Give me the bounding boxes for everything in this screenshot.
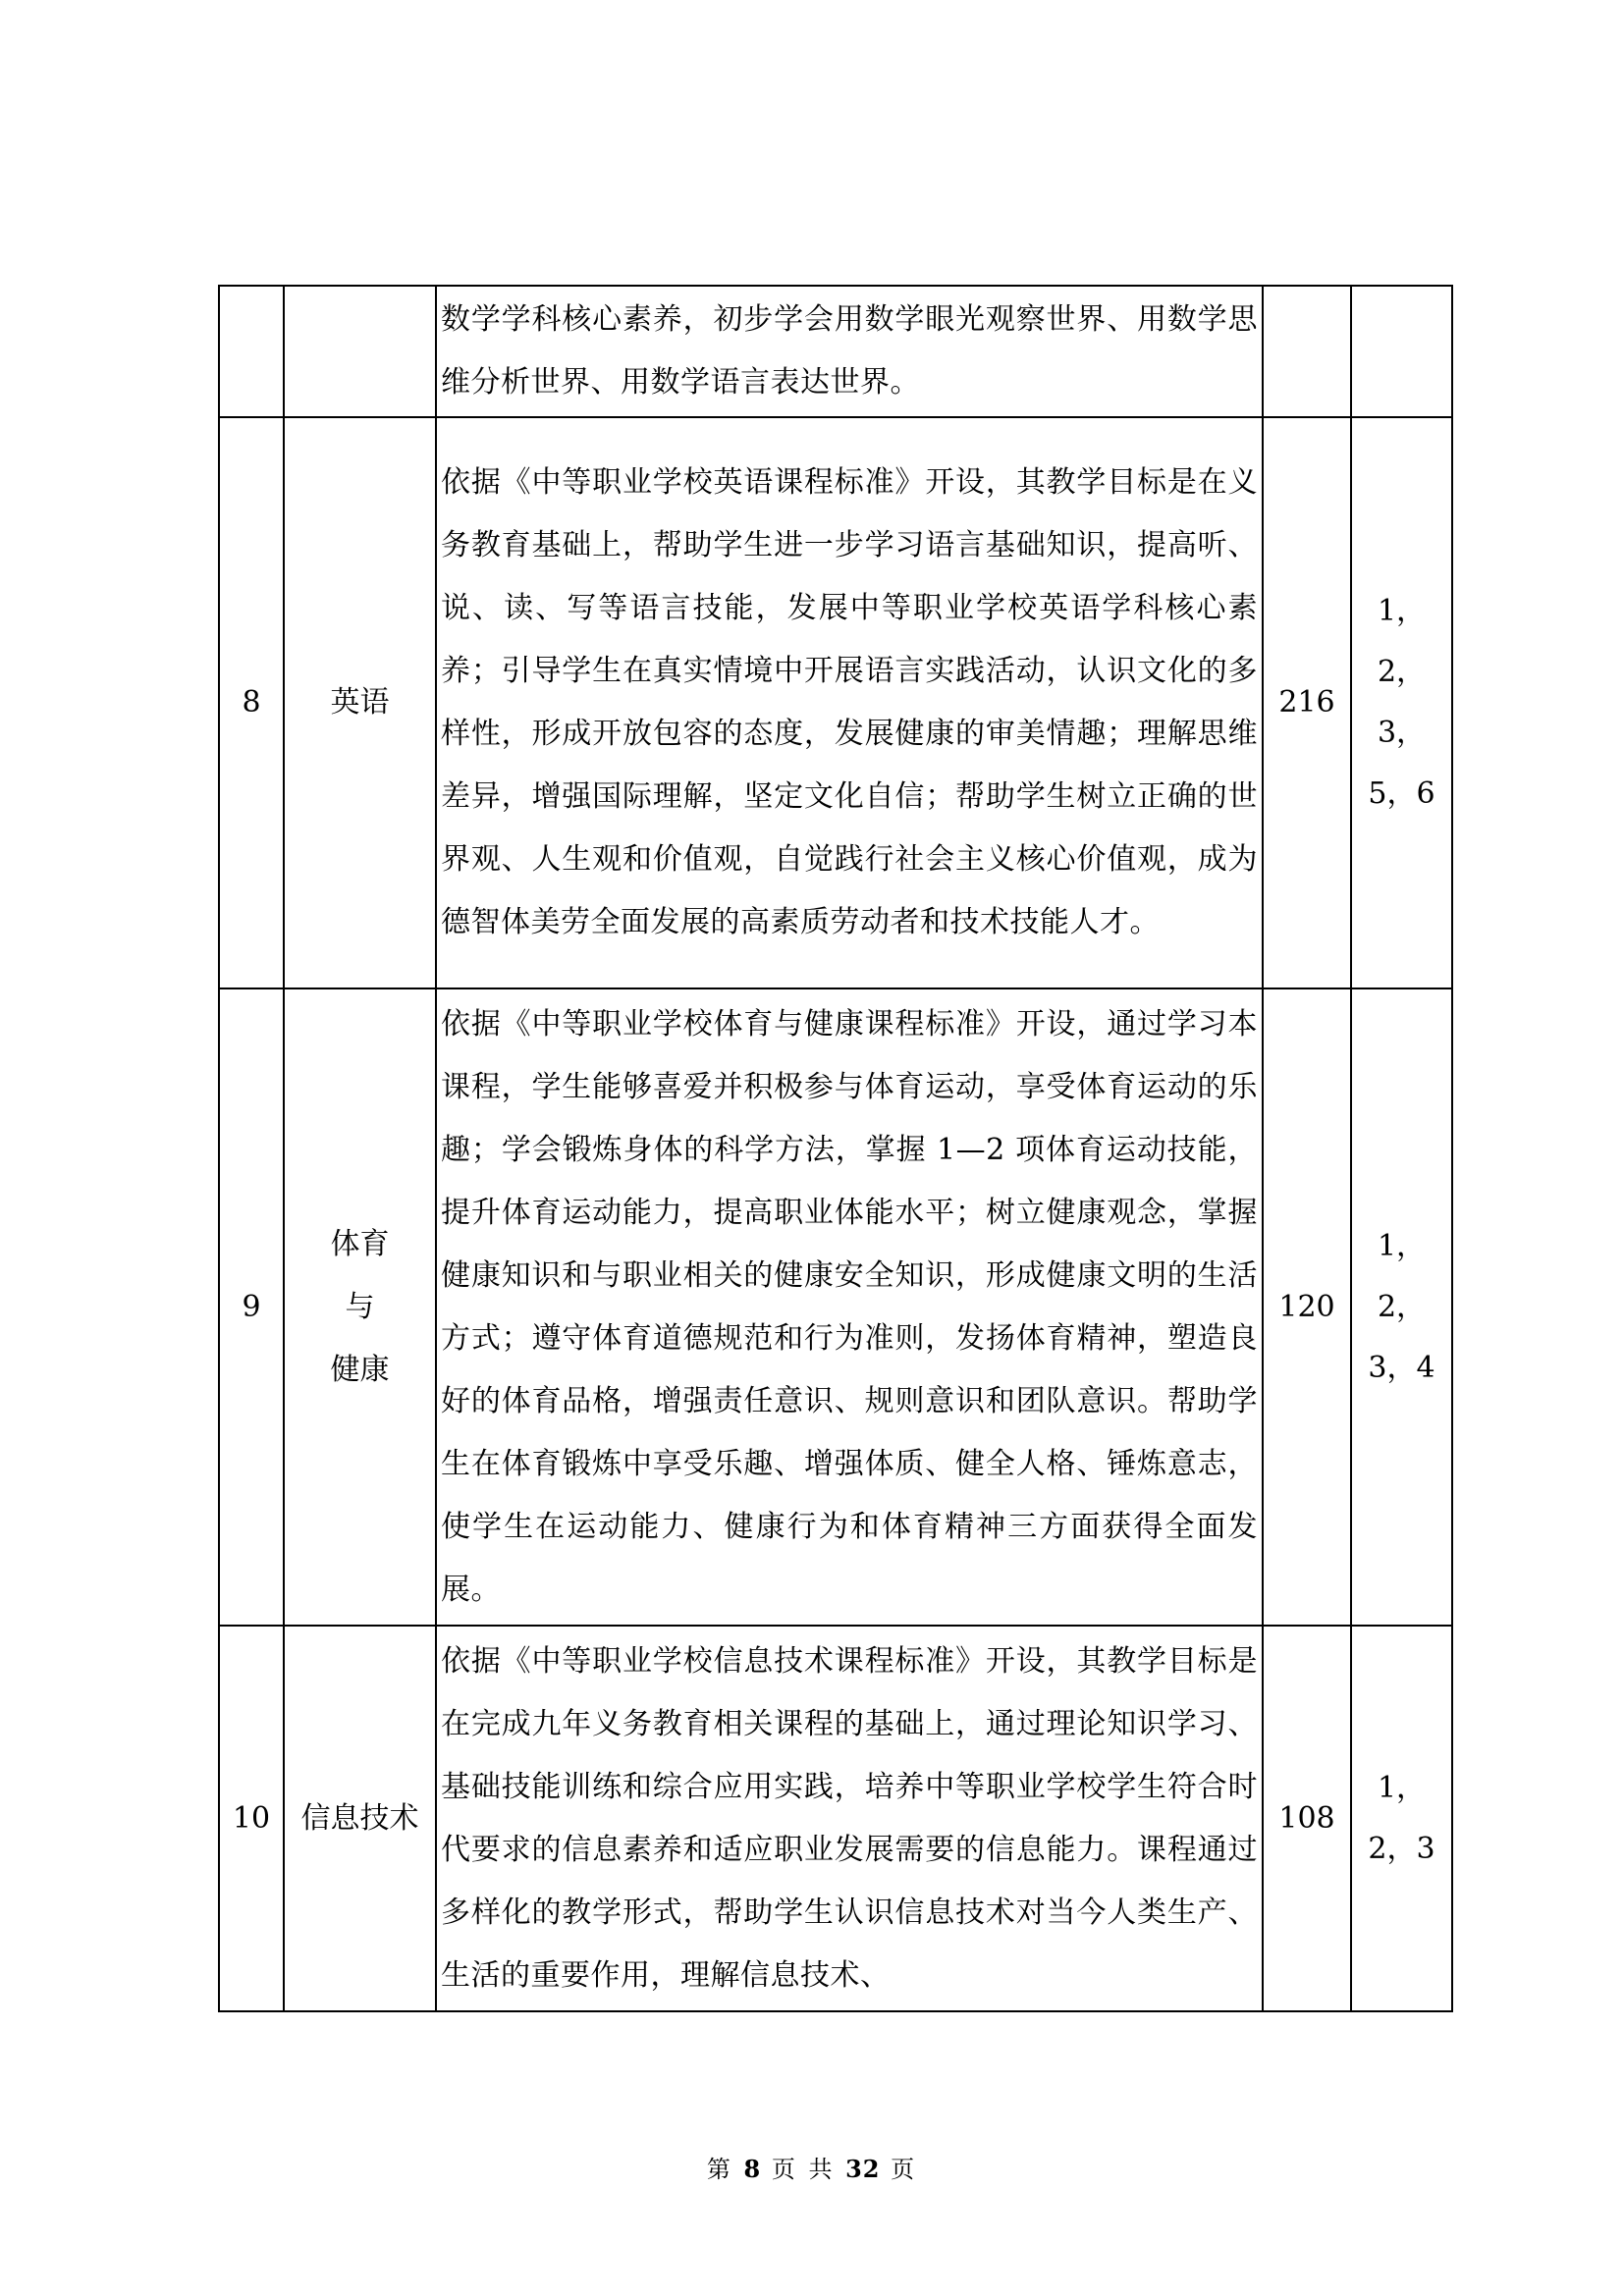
course-number: 8 (219, 417, 284, 988)
footer-prefix: 第 (706, 2156, 733, 2183)
total-page-count: 32 (845, 2155, 881, 2183)
course-table (218, 285, 1453, 2012)
table-row (219, 417, 1452, 988)
course-hours: 108 (1263, 1626, 1351, 2011)
course-hours (1263, 286, 1351, 417)
footer-suffix: 页 (891, 2156, 918, 2183)
course-hours: 120 (1263, 988, 1351, 1626)
course-semesters: 1，2，3，4 (1351, 988, 1452, 1626)
footer-middle: 页 共 (771, 2156, 836, 2183)
current-page-number: 8 (743, 2155, 762, 2183)
table-row (219, 286, 1452, 417)
course-name-line: 健康 (330, 1352, 390, 1387)
table-row (219, 1626, 1452, 2011)
course-semesters: 1，2，3，5，6 (1351, 417, 1452, 988)
course-hours: 216 (1263, 417, 1351, 988)
course-name (284, 988, 436, 1626)
course-description: 依据《中等职业学校信息技术课程标准》开设，其教学目标是在完成九年义务教育相关课程的基础上，通过理论知识学习、基础技能训练和综合应用实践，培养中等职业学校学生符合时代要求的信息素养和适应职业发展需要的信息能力。课程通过多样化的教学形式，帮助学生认识信息技术对当今人类生产、生活的重要作用，理解信息技术、 (436, 1626, 1263, 2011)
course-number: 10 (219, 1626, 284, 2011)
table-row (219, 988, 1452, 1626)
course-description: 依据《中等职业学校英语课程标准》开设，其教学目标是在义务教育基础上，帮助学生进一步学习语言基础知识，提高听、说、读、写等语言技能，发展中等职业学校英语学科核心素养；引导学生在真实情境中开展语言实践活动，认识文化的多样性，形成开放包容的态度，发展健康的审美情趣；理解思维差异，增强国际理解，坚定文化自信；帮助学生树立正确的世界观、人生观和价值观，自觉践行社会主义核心价值观，成为德智体美劳全面发展的高素质劳动者和技术技能人才。 (436, 417, 1263, 988)
course-name-line: 体育 (330, 1226, 390, 1261)
course-number: 9 (219, 988, 284, 1626)
course-description: 数学学科核心素养，初步学会用数学眼光观察世界、用数学思维分析世界、用数学语言表达世界。 (436, 286, 1263, 417)
course-name: 英语 (284, 417, 436, 988)
course-semesters (1351, 286, 1452, 417)
course-name (284, 286, 436, 417)
course-number (219, 286, 284, 417)
course-name: 信息技术 (284, 1626, 436, 2011)
course-name-line: 与 (345, 1289, 375, 1324)
course-description: 依据《中等职业学校体育与健康课程标准》开设，通过学习本课程，学生能够喜爱并积极参与体育运动，享受体育运动的乐趣；学会锻炼身体的科学方法，掌握 1—2 项体育运动技能，提升体育运动能力，提高职业体能水平；树立健康观念，掌握健康知识和与职业相关的健康安全知识，形成健康文明的生活方式；遵守体育道德规范和行为准则，发扬体育精神，塑造良好的体育品格，增强责任意识、规则意识和团队意识。帮助学生在体育锻炼中享受乐趣、增强体质、健全人格、锤炼意志，使学生在运动能力、健康行为和体育精神三方面获得全面发展。 (436, 988, 1263, 1626)
page-footer (0, 2150, 1624, 2184)
course-semesters: 1，2，3 (1351, 1626, 1452, 2011)
